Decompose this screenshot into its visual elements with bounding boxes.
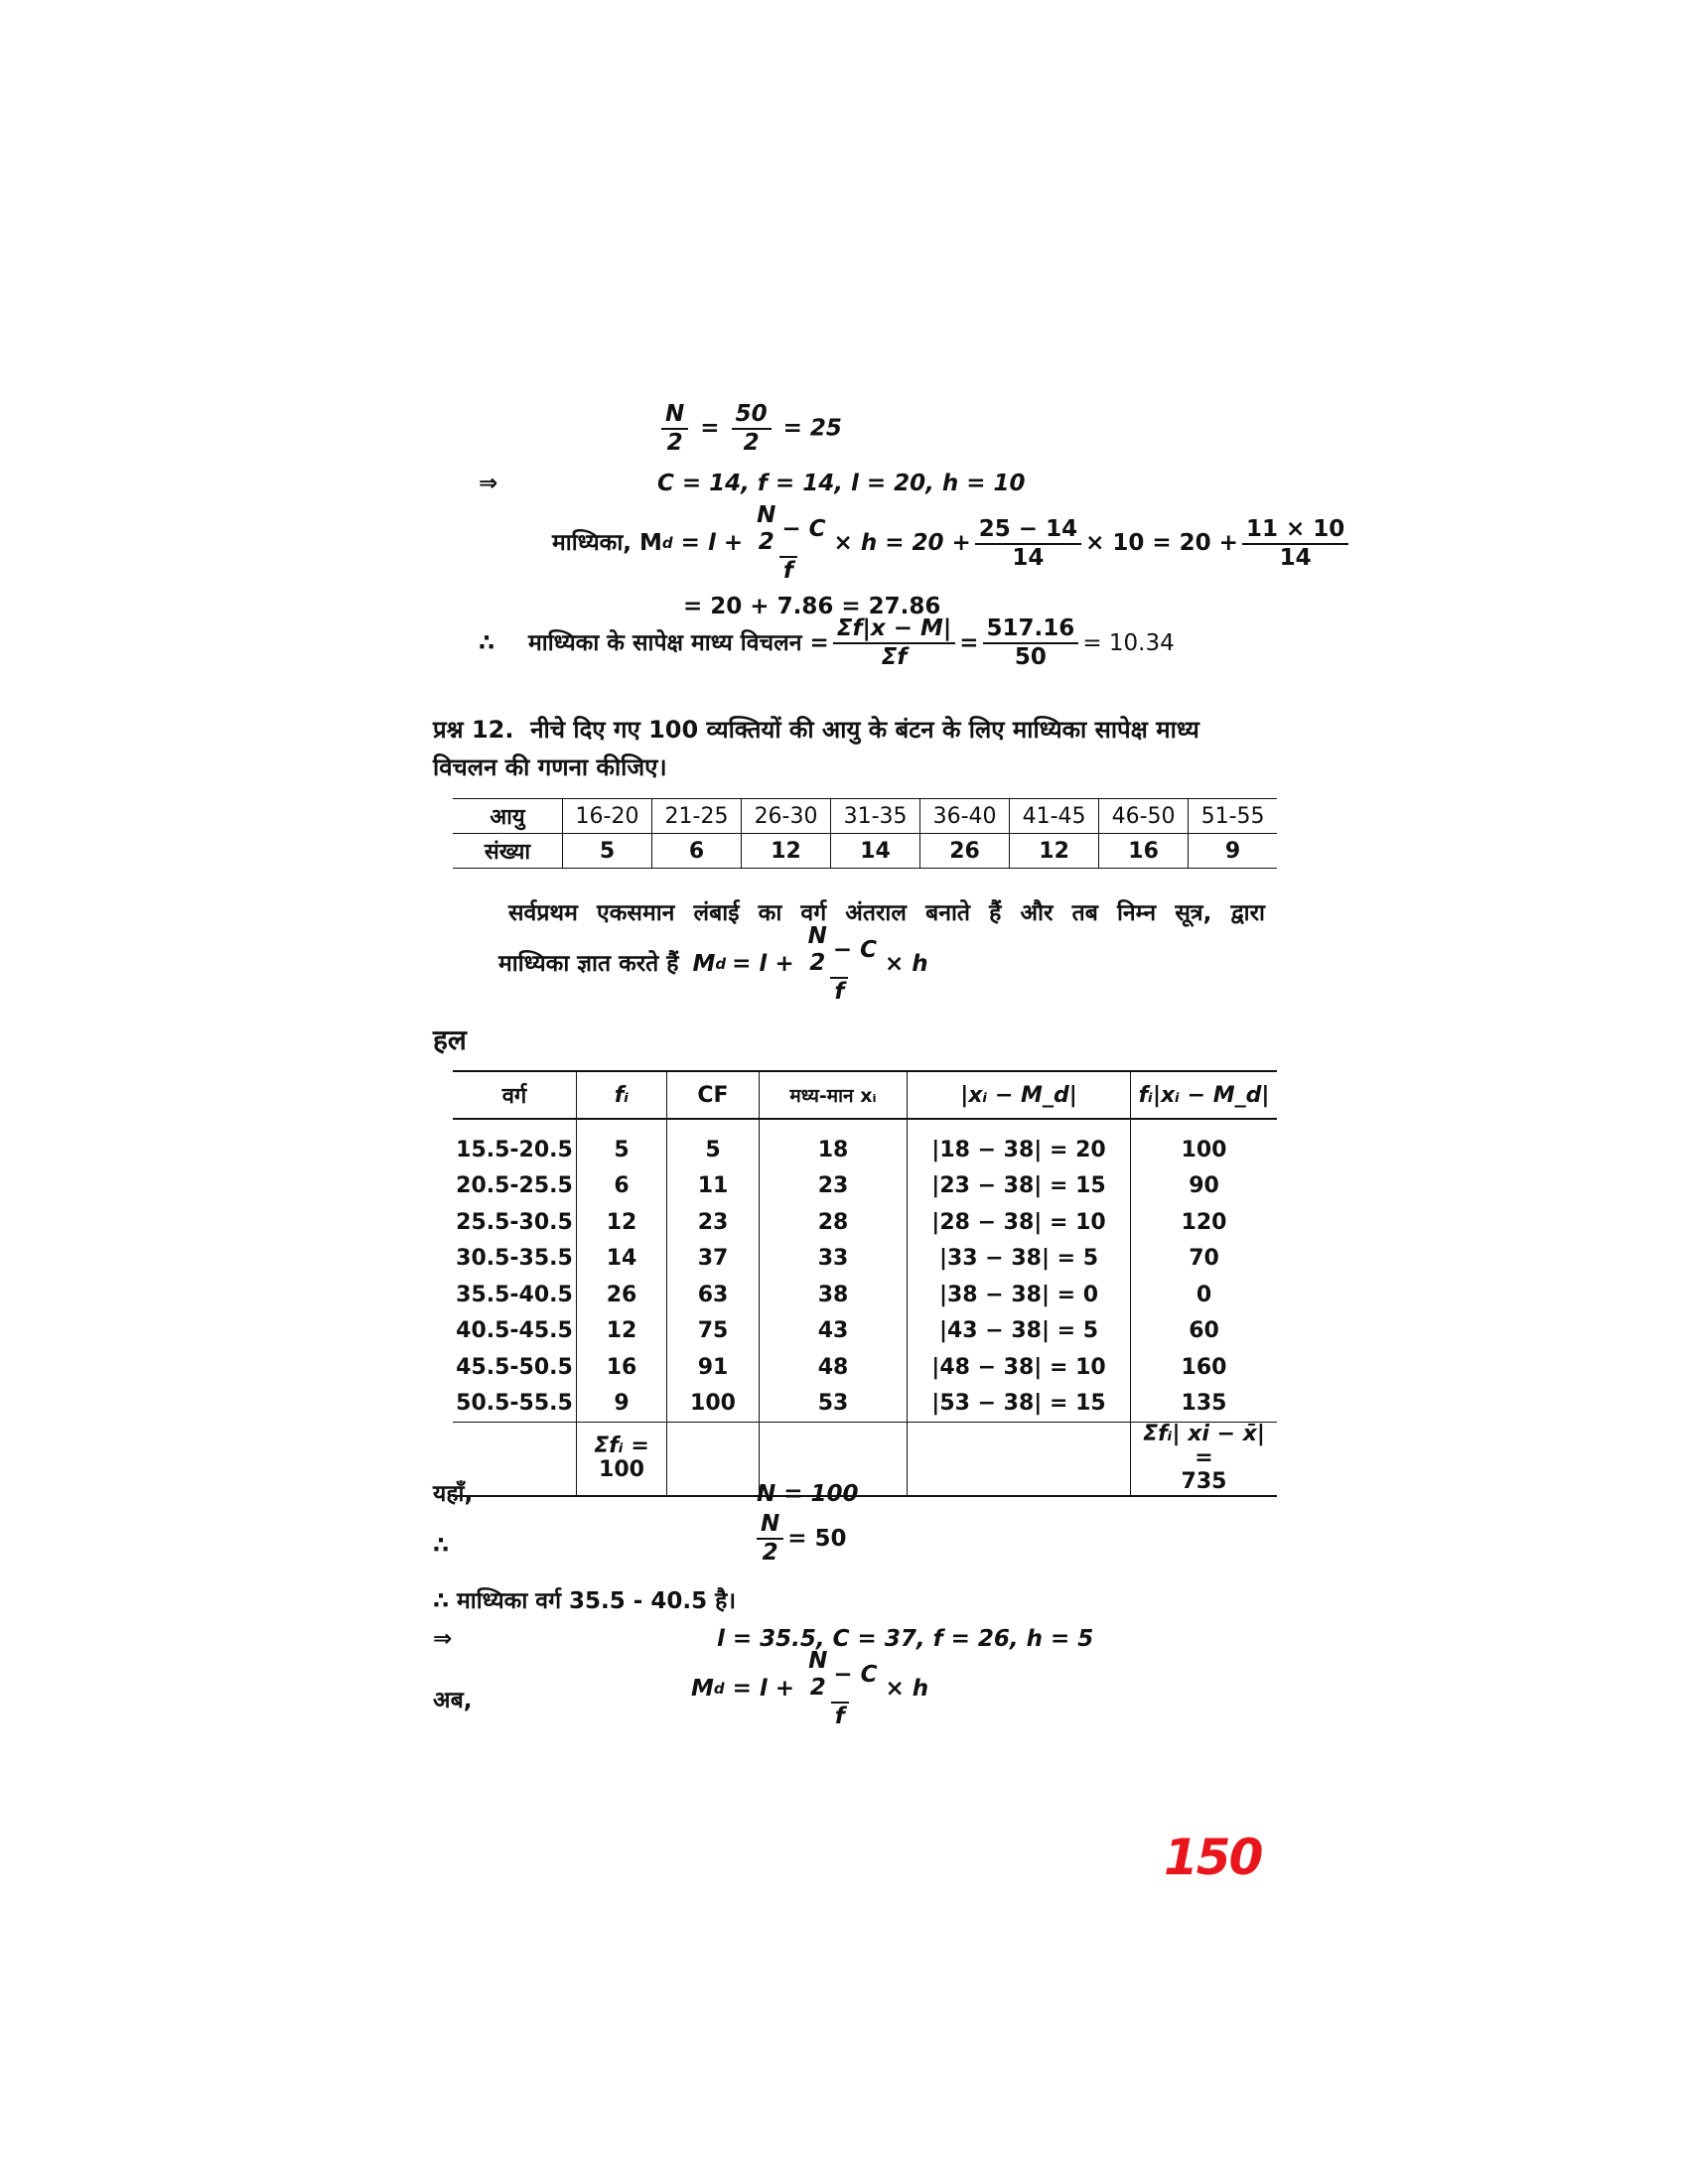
frac3-num: 11 × 10: [1242, 518, 1348, 545]
question-12: [433, 711, 1277, 786]
bottom-formula-sub: d: [713, 1680, 725, 1698]
table-row: [453, 1313, 1277, 1350]
cell-fdev: 135: [1131, 1386, 1278, 1423]
cell-cf: 100: [667, 1386, 760, 1423]
n-half-lhs-num: N: [661, 403, 688, 430]
total-freq-label: Σfᵢ =: [594, 1433, 649, 1459]
frac-f: f: [779, 556, 797, 583]
median-label: माध्यिका, M: [552, 530, 662, 556]
cell-cf: 11: [667, 1168, 760, 1205]
bottom-frac-minus-c: − C: [833, 1661, 878, 1688]
intro-line2-text: माध्यिका ज्ञात करते हैं: [498, 951, 679, 977]
age-cell: 21-25: [652, 799, 742, 834]
times10: × 10 = 20 +: [1085, 530, 1238, 556]
solution-table: [453, 1070, 1277, 1497]
total-dev-value: 735: [1181, 1469, 1227, 1495]
cell-absdev: |48 − 38| = 10: [908, 1349, 1131, 1386]
total-empty: [667, 1423, 760, 1495]
cell-class: 15.5-20.5: [456, 1137, 573, 1162]
cell-fdev: 90: [1131, 1168, 1278, 1205]
cell-freq: 5: [577, 1119, 667, 1168]
table-row: [453, 1277, 1277, 1313]
total-freq: [577, 1423, 667, 1495]
count-row-label: संख्या: [484, 840, 531, 865]
frac-2: 2: [758, 529, 774, 555]
table-row: [453, 1349, 1277, 1386]
frac-n: N: [757, 502, 776, 528]
top-params: C = 14, f = 14, l = 20, h = 10: [657, 471, 1026, 496]
n-half-bottom: [757, 1513, 847, 1565]
cell-mid: 18: [760, 1119, 908, 1168]
median-class-line: ∴ माध्यिका वर्ग 35.5 - 40.5 है।: [433, 1588, 737, 1614]
cell-class: 30.5-35.5: [456, 1246, 573, 1272]
intro-line1: सर्वप्रथम एकसमान लंबाई का वर्ग अंतराल बनाते हैं और तब निम्न सूत्र, द्वारा: [508, 900, 1265, 926]
total-row: [453, 1423, 1277, 1495]
frac2-den: 14: [1012, 544, 1045, 571]
cell-class: 35.5-40.5: [456, 1282, 573, 1307]
bottom-formula-lhs: M: [691, 1676, 714, 1702]
count-cell: 6: [652, 834, 742, 869]
cell-absdev: |53 − 38| = 15: [908, 1386, 1131, 1423]
intro-formula-lhs: M: [692, 951, 716, 977]
count-cell: 12: [742, 834, 831, 869]
cell-cf: 5: [667, 1119, 760, 1168]
header-freq-dev: fᵢ|xᵢ − M_d|: [1131, 1072, 1278, 1119]
count-cell: 12: [1010, 834, 1099, 869]
cell-freq: 12: [577, 1204, 667, 1241]
mad-val-den: 50: [1014, 644, 1047, 670]
n-value: N = 100: [757, 1481, 859, 1507]
age-cell: 16-20: [563, 799, 652, 834]
total-empty: [908, 1423, 1131, 1495]
solution-label: हल: [433, 1024, 467, 1056]
cell-absdev: |43 − 38| = 5: [908, 1313, 1131, 1350]
median-result-line: = 20 + 7.86 = 27.86: [683, 594, 941, 619]
bottom-times-h: × h: [885, 1676, 929, 1702]
mad-eq: =: [959, 629, 979, 656]
count-cell: 26: [920, 834, 1010, 869]
question-text-line2: विचलन की गणना कीजिए।: [433, 753, 667, 781]
cell-cf: 75: [667, 1313, 760, 1350]
cell-freq: 14: [577, 1241, 667, 1278]
frac-minus-c: − C: [781, 515, 826, 542]
cell-absdev: |38 − 38| = 0: [908, 1277, 1131, 1313]
bottom-frac-n: N: [808, 1648, 828, 1674]
mad-line: [479, 617, 1175, 669]
cell-cf: 91: [667, 1349, 760, 1386]
cell-mid: 33: [760, 1241, 908, 1278]
times-h: × h = 20 +: [833, 530, 971, 556]
bottom-frac-f: f: [831, 1702, 849, 1728]
intro-frac-n: N: [807, 923, 827, 949]
count-cell: 5: [563, 834, 652, 869]
header-freq: fᵢ: [577, 1072, 667, 1119]
count-cell: 16: [1099, 834, 1189, 869]
table-row: [453, 1168, 1277, 1205]
n-half-mid-num: 50: [732, 403, 772, 430]
bottom-frac-2: 2: [809, 1675, 826, 1701]
total-dev-label: Σfᵢ| xi − x̄| =: [1143, 1422, 1265, 1471]
cell-cf: 63: [667, 1277, 760, 1313]
age-cell: 51-55: [1189, 799, 1277, 834]
n-half-bottom-den: 2: [762, 1540, 778, 1566]
cell-absdev: |28 − 38| = 10: [908, 1204, 1131, 1241]
page-number: 150: [1164, 1829, 1262, 1886]
cell-fdev: 100: [1131, 1119, 1278, 1168]
intro-line2: [498, 925, 928, 1004]
cell-class: 45.5-50.5: [456, 1354, 573, 1380]
cell-cf: 37: [667, 1241, 760, 1278]
cell-absdev: |18 − 38| = 20: [908, 1119, 1131, 1168]
implies-symbol-2: ⇒: [433, 1626, 453, 1652]
cell-class: 40.5-45.5: [456, 1318, 573, 1344]
cell-fdev: 120: [1131, 1204, 1278, 1241]
intro-formula-sub: d: [715, 955, 727, 973]
cell-mid: 38: [760, 1277, 908, 1313]
cell-freq: 6: [577, 1168, 667, 1205]
mad-val-num: 517.16: [983, 617, 1079, 644]
intro-frac-f: f: [830, 977, 848, 1004]
bottom-params: l = 35.5, C = 37, f = 26, h = 5: [717, 1626, 1094, 1652]
mad-den: Σf: [881, 644, 908, 670]
cell-freq: 9: [577, 1386, 667, 1423]
total-dev: [1131, 1423, 1278, 1495]
n-half-equation: $\frac{N}{2}$ = $\frac{50}{2}$ = 25: [657, 403, 842, 455]
cell-freq: 12: [577, 1313, 667, 1350]
therefore-symbol: ∴: [479, 629, 495, 656]
table-row: [453, 1204, 1277, 1241]
here-label: यहाँ,: [433, 1481, 474, 1507]
frac3-den: 14: [1279, 544, 1312, 571]
header-class: वर्ग: [453, 1072, 577, 1119]
question-label: प्रश्न 12.: [433, 716, 514, 744]
n-half-result: = 25: [782, 415, 842, 442]
cell-class: 25.5-30.5: [456, 1209, 573, 1235]
n-half-lhs-den: 2: [666, 430, 683, 456]
cell-mid: 23: [760, 1168, 908, 1205]
count-cell: 14: [831, 834, 920, 869]
n-half-mid-den: 2: [743, 430, 760, 456]
mad-result: = 10.34: [1082, 629, 1175, 656]
cell-class: 50.5-55.5: [456, 1391, 573, 1417]
cell-fdev: 160: [1131, 1349, 1278, 1386]
age-cell: 36-40: [920, 799, 1010, 834]
age-cell: 31-35: [831, 799, 920, 834]
therefore-symbol-2: ∴: [433, 1533, 450, 1559]
cell-mid: 28: [760, 1204, 908, 1241]
table-row: [453, 1119, 1277, 1168]
intro-frac-minus-c: − C: [832, 936, 878, 963]
bottom-formula-eq: = l +: [732, 1676, 795, 1702]
age-table: [453, 798, 1277, 869]
intro-frac-2: 2: [809, 950, 826, 976]
age-row-label: आयु: [453, 799, 563, 834]
header-abs-dev: |xᵢ − M_d|: [908, 1072, 1131, 1119]
mad-num: Σf|x − M|: [833, 617, 956, 644]
cell-fdev: 0: [1131, 1277, 1278, 1313]
mad-label: माध्यिका के सापेक्ष माध्य विचलन =: [528, 629, 829, 656]
median-sub: d: [661, 534, 673, 552]
n-half-bottom-result: = 50: [787, 1525, 847, 1552]
header-cf: CF: [667, 1072, 760, 1119]
implies-symbol: ⇒: [479, 471, 498, 496]
cell-class: 20.5-25.5: [456, 1173, 573, 1199]
now-label: अब,: [433, 1688, 473, 1713]
count-cell: 9: [1189, 834, 1277, 869]
cell-fdev: 60: [1131, 1313, 1278, 1350]
age-cell: 26-30: [742, 799, 831, 834]
cell-freq: 26: [577, 1277, 667, 1313]
header-midvalue: मध्य-मान xᵢ: [760, 1072, 908, 1119]
intro-times-h: × h: [885, 951, 928, 977]
cell-mid: 48: [760, 1349, 908, 1386]
intro-formula-eq: = l +: [732, 951, 794, 977]
cell-fdev: 70: [1131, 1241, 1278, 1278]
cell-freq: 16: [577, 1349, 667, 1386]
age-cell: 41-45: [1010, 799, 1099, 834]
cell-absdev: |33 − 38| = 5: [908, 1241, 1131, 1278]
eq-prefix: = l +: [680, 530, 744, 556]
cell-absdev: |23 − 38| = 15: [908, 1168, 1131, 1205]
cell-mid: 53: [760, 1386, 908, 1423]
table-row: [453, 1386, 1277, 1423]
question-text-line1: नीचे दिए गए 100 व्यक्तियों की आयु के बंटन के लिए माध्यिका सापेक्ष माध्य: [530, 716, 1199, 744]
total-freq-value: 100: [599, 1457, 644, 1483]
frac2-num: 25 − 14: [975, 518, 1081, 545]
cell-cf: 23: [667, 1204, 760, 1241]
bottom-formula: [691, 1650, 928, 1728]
n-half-bottom-num: N: [757, 1513, 783, 1540]
median-formula-line: [552, 504, 1352, 583]
cell-mid: 43: [760, 1313, 908, 1350]
table-row: [453, 1241, 1277, 1278]
age-cell: 46-50: [1099, 799, 1189, 834]
